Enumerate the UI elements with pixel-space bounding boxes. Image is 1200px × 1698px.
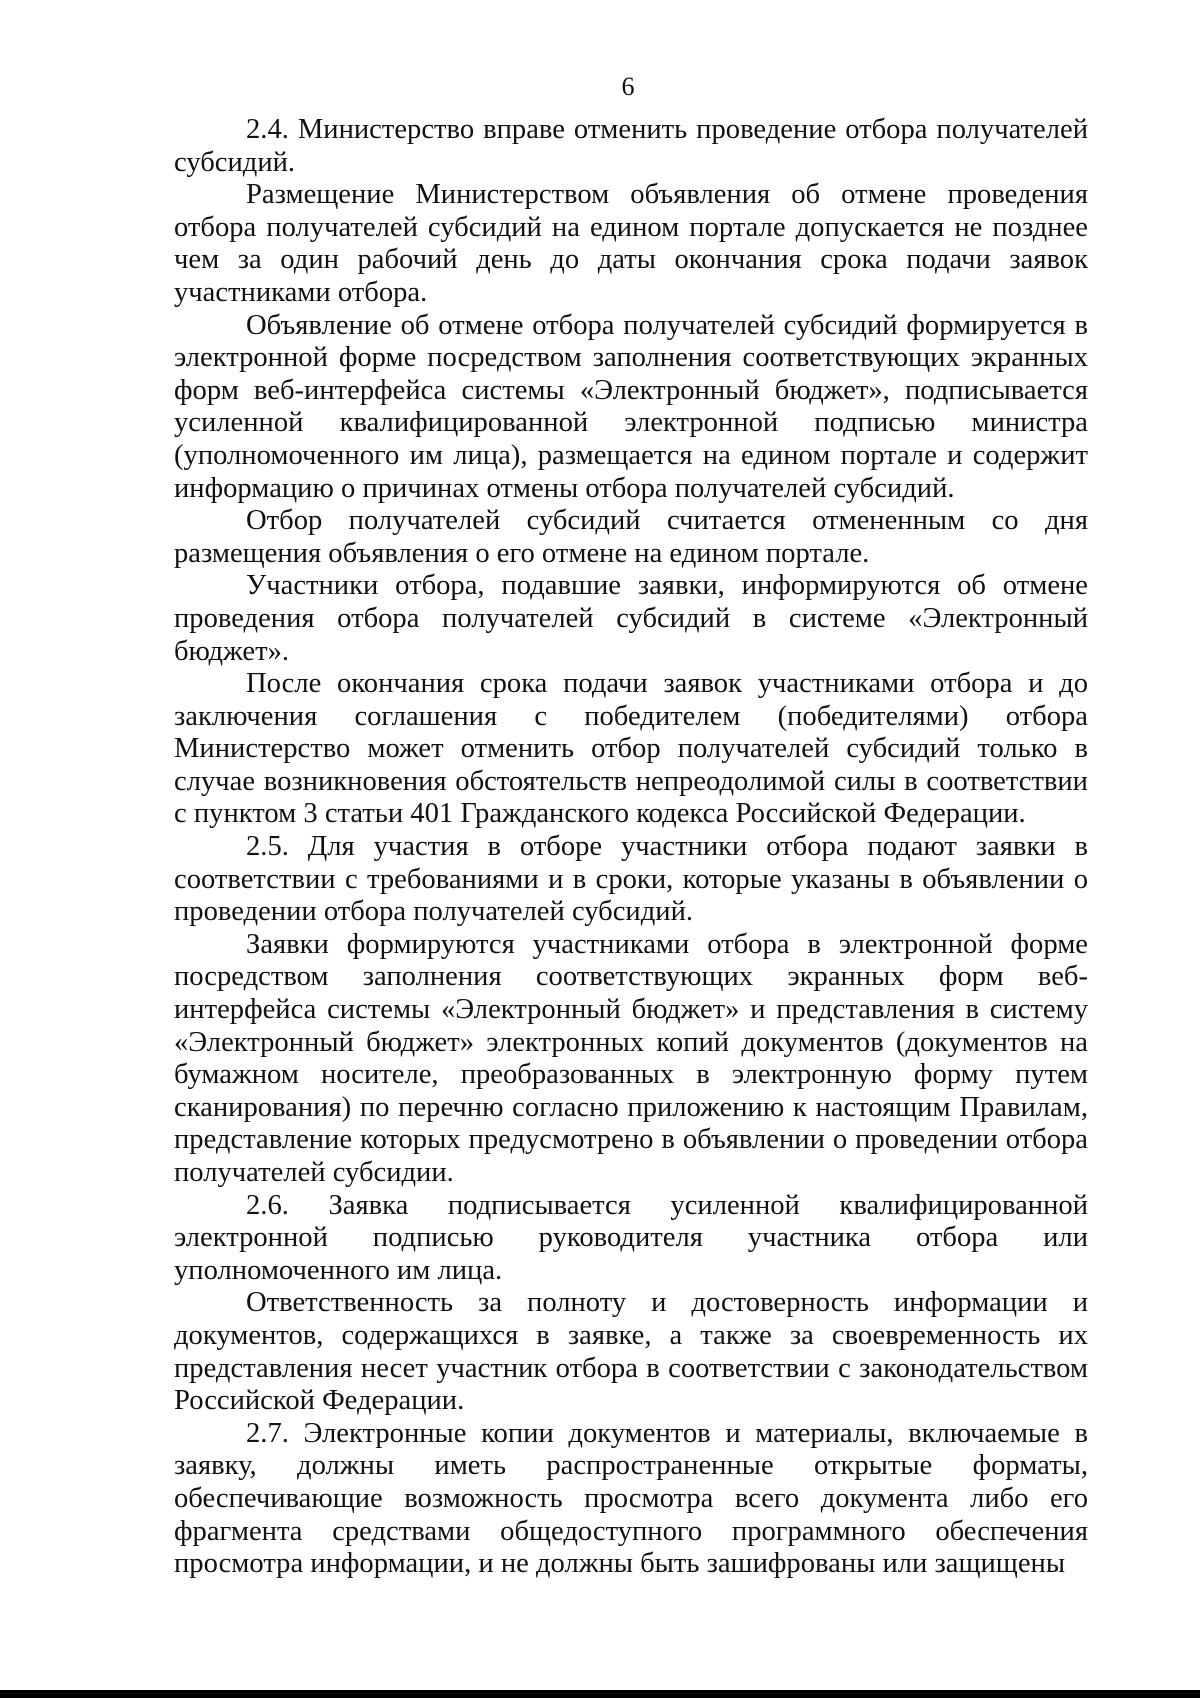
paragraph-cancel-notice-form: Объявление об отмене отбора получателей субсидий формируется в электронной форме посредством заполнения соответствующих экранных форм веб-интерфейса системы «Электронный бюджет», подписывается усиленной квалифицированной электронной подписью министра (уполномоченного им лица), размещается на едином портале и содержит информацию о причинах отмены отбора получателей субсидий.: [174, 309, 1088, 504]
paragraph-participants-informed: Участники отбора, подавшие заявки, информируются об отмене проведения отбора получателей субсидий в системе «Электронный бюджет».: [174, 570, 1088, 667]
document-body: [174, 114, 1088, 1581]
paragraph-force-majeure: После окончания срока подачи заявок участниками отбора и до заключения соглашения с победителем (победителями) отбора Министерство может отменить отбор получателей субсидий только в случае возникновения обстоятельств непреодолимой силы в соответствии с пунктом 3 статьи 401 Гражданского кодекса Российской Федерации.: [174, 668, 1088, 830]
paragraph-cancel-notice-placement: Размещение Министерством объявления об отмене проведения отбора получателей субсидий на едином портале допускается не позднее чем за один рабочий день до даты окончания срока подачи заявок участниками отбора.: [174, 179, 1088, 308]
page-number: 6: [621, 72, 635, 101]
scan-bottom-border: [0, 1690, 1200, 1698]
paragraph-2-7: 2.7. Электронные копии документов и материалы, включаемые в заявку, должны иметь распространенные открытые форматы, обеспечивающие возможность просмотра всего документа либо его фрагмента средствами общедоступного программного обеспечения просмотра информации, и не должны быть зашифрованы или защищены: [174, 1417, 1088, 1580]
paragraph-selection-cancelled: Отбор получателей субсидий считается отмененным со дня размещения объявления о его отмене на едином портале.: [174, 505, 1088, 569]
paragraph-2-6: 2.6. Заявка подписывается усиленной квалифицированной электронной подписью руководителя участника отбора или уполномоченного им лица.: [174, 1189, 1088, 1286]
paragraph-2-5: 2.5. Для участия в отборе участники отбора подают заявки в соответствии с требованиями и в сроки, которые указаны в объявлении о проведении отбора получателей субсидий.: [174, 831, 1088, 928]
paragraph-2-4: 2.4. Министерство вправе отменить проведение отбора получателей субсидий.: [174, 114, 1088, 178]
paragraph-application-forming: Заявки формируются участниками отбора в электронной форме посредством заполнения соответствующих экранных форм веб-интерфейса системы «Электронный бюджет» и представления в систему «Электронный бюджет» электронных копий документов (документов на бумажном носителе, преобразованных в электронную форму путем сканирования) по перечню согласно приложению к настоящим Правилам, представление которых предусмотрено в объявлении о проведении отбора получателей субсидии.: [174, 928, 1088, 1188]
paragraph-responsibility: Ответственность за полноту и достоверность информации и документов, содержащихся в заявке, а также за своевременность их представления несет участник отбора в соответствии с законодательством Российской Федерации.: [174, 1287, 1088, 1417]
